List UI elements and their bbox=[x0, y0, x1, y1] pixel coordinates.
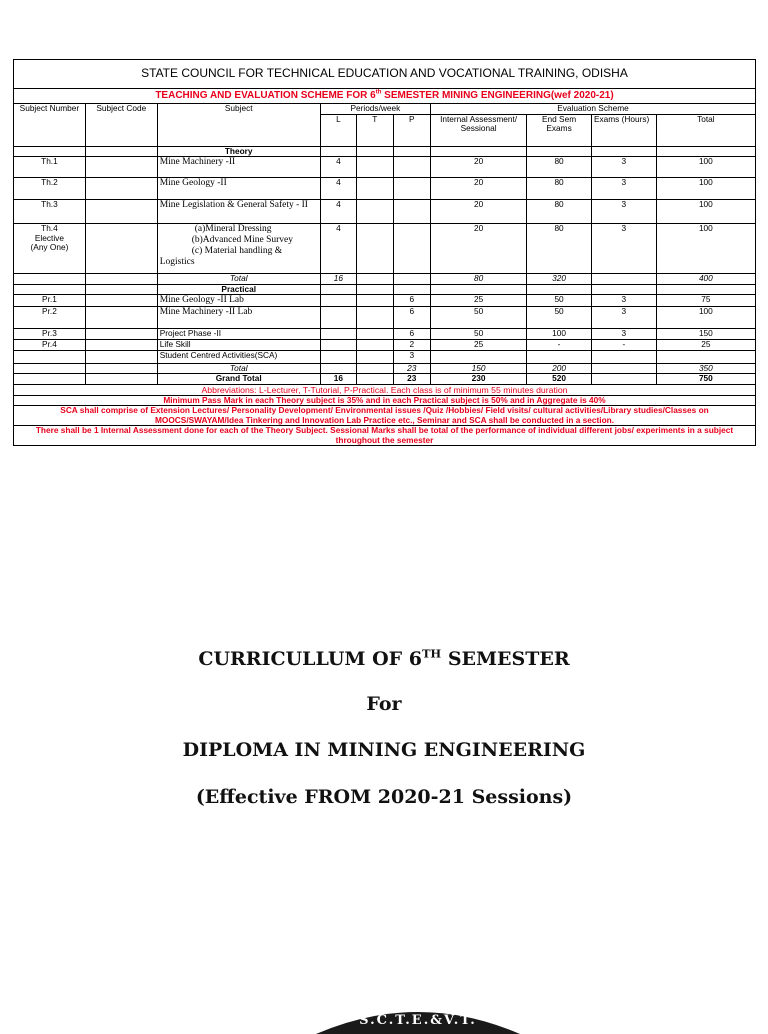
internal-assessment-note: There shall be 1 Internal Assessment done for each of the Theory Subject. Sessional Marks shall be total of the performance of individual different jobs/ experiments in a subject throughout the semester bbox=[14, 426, 756, 446]
pass-mark-note: Minimum Pass Mark in each Theory subject is 35% and in each Practical subject is 50% and in Aggregate is 40% bbox=[14, 395, 756, 406]
table-row: Student Centred Activities(SCA) 3 bbox=[14, 350, 756, 363]
scheme-title: TEACHING AND EVALUATION SCHEME FOR 6th SEMESTER MINING ENGINEERING(wef 2020-21) bbox=[14, 89, 756, 104]
scte-vt-logo bbox=[314, 994, 522, 1034]
col-l: L bbox=[320, 114, 356, 146]
council-title: STATE COUNCIL FOR TECHNICAL EDUCATION AND VOCATIONAL TRAINING, ODISHA bbox=[14, 60, 756, 89]
logo-text: S.C.T.E.&V.T. bbox=[359, 1013, 477, 1028]
col-t: T bbox=[357, 114, 393, 146]
theory-total-row: Total 16 80 320 400 bbox=[14, 274, 756, 285]
section-practical: Practical bbox=[157, 284, 320, 295]
cover-title-diploma: DIPLOMA IN MINING ENGINEERING bbox=[182, 739, 586, 761]
cover-title-semester: CURRICULLUM OF 6TH SEMESTER bbox=[198, 646, 570, 670]
table-row: Pr.3 Project Phase -II 6 50 100 3 150 bbox=[14, 329, 756, 340]
table-row: Th.3 Mine Legislation & General Safety - II 4 20 80 3 100 bbox=[14, 200, 756, 224]
col-end-sem: End Sem Exams bbox=[527, 114, 592, 146]
col-evaluation: Evaluation Scheme bbox=[431, 104, 756, 115]
table-row: Th.1 Mine Machinery -II 4 20 80 3 100 bbox=[14, 157, 756, 178]
col-subject-number: Subject Number bbox=[14, 104, 86, 147]
col-subject-code: Subject Code bbox=[85, 104, 157, 147]
col-exam-hours: Exams (Hours) bbox=[591, 114, 656, 146]
col-subject: Subject bbox=[157, 104, 320, 147]
col-total: Total bbox=[656, 114, 755, 146]
cover-title-for: For bbox=[366, 693, 402, 715]
teaching-evaluation-scheme-table bbox=[13, 59, 756, 446]
table-row: Th.4 Elective (Any One) (a)Mineral Dressing (b)Advanced Mine Survey (c) Material handling & Logistics 4 20 80 3 100 bbox=[14, 224, 756, 274]
col-internal: Internal Assessment/ Sessional bbox=[431, 114, 527, 146]
grand-total-row: Grand Total 16 23 230 520 750 bbox=[14, 374, 756, 385]
section-theory: Theory bbox=[157, 146, 320, 157]
col-p: P bbox=[393, 114, 430, 146]
table-row: Pr.2 Mine Machinery -II Lab 6 50 50 3 100 bbox=[14, 307, 756, 329]
cover-title-effective: (Effective FROM 2020-21 Sessions) bbox=[195, 786, 573, 808]
sca-note: SCA shall comprise of Extension Lectures/ Personality Development/ Environmental issues /Quiz /Hobbies/ Field visits/ cultural activities/Library studies/Classes on MOOCS/SWAYAM/Idea Tinkering and Innovation Lab Practice etc., Seminar and SCA shall be conducted in a section. bbox=[14, 406, 756, 426]
elective-options: (a)Mineral Dressing (b)Advanced Mine Survey (c) Material handling & Logistics bbox=[157, 224, 320, 274]
table-row: Pr.1 Mine Geology -II Lab 6 25 50 3 75 bbox=[14, 295, 756, 307]
table-row: Th.2 Mine Geology -II 4 20 80 3 100 bbox=[14, 178, 756, 200]
table-row: Pr.4 Life Skill 2 25 - - 25 bbox=[14, 340, 756, 351]
abbreviations-note: Abbreviations: L-Lecturer, T-Tutorial, P-Practical. Each class is of minimum 55 minutes duration bbox=[14, 384, 756, 395]
col-periods: Periods/week bbox=[320, 104, 430, 115]
practical-total-row: Total 23 150 200 350 bbox=[14, 363, 756, 374]
